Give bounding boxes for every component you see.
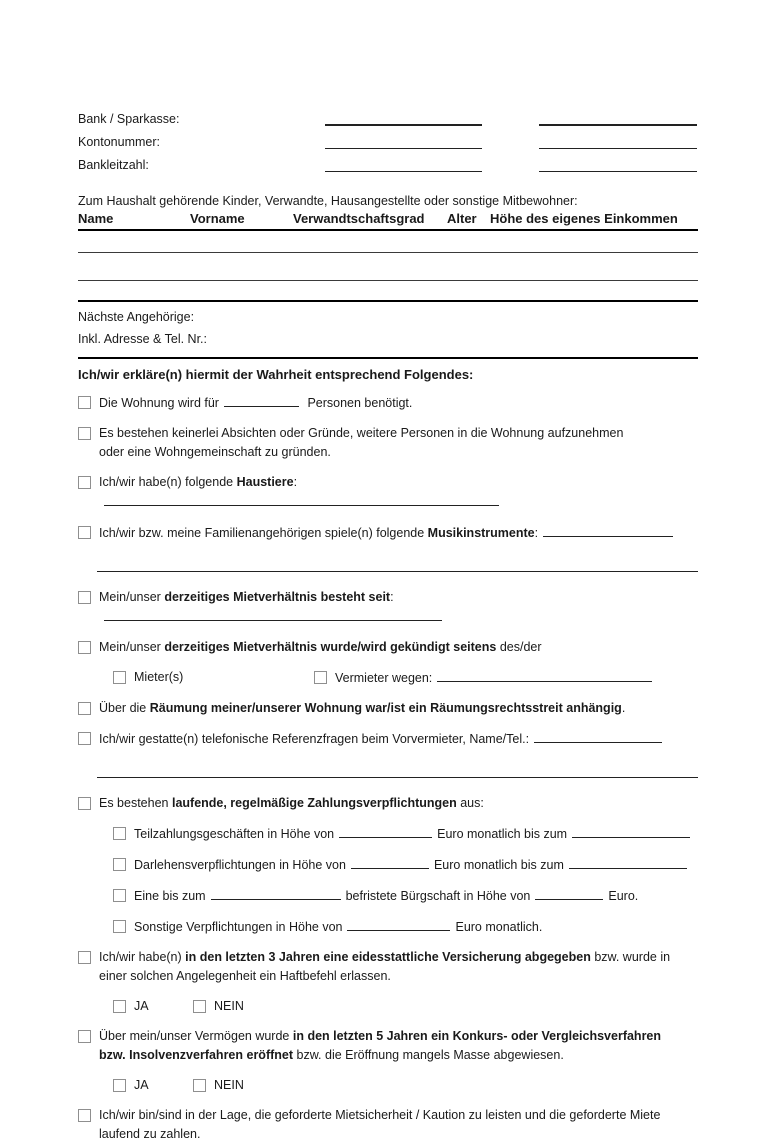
item-text — [99, 1027, 698, 1065]
text-segment: Mein/unser — [99, 640, 165, 654]
item-text — [99, 393, 698, 413]
bank-row-label: Bank / Sparkasse: — [78, 112, 180, 126]
item-text — [99, 424, 698, 462]
mietverhaeltnis-seit-field[interactable] — [104, 607, 442, 621]
insolvenzverfahren — [78, 1027, 698, 1065]
table-bottom-divider — [78, 281, 698, 302]
item-text — [134, 886, 698, 906]
bank-row — [78, 103, 698, 126]
text-segment: derzeitiges Mietverhältnis besteht seit — [164, 590, 391, 604]
text-segment: befristete Bürgschaft in Höhe von — [345, 889, 531, 903]
bank-field-line[interactable] — [325, 134, 482, 149]
relatives-label: Nächste Angehörige: — [78, 310, 195, 324]
item-text — [99, 729, 698, 749]
rental-application-form — [78, 103, 698, 1144]
bank-field-line[interactable] — [539, 110, 697, 126]
option-label — [214, 997, 244, 1016]
text-segment: Die Wohnung wird für — [99, 396, 219, 410]
table-column-header: Alter — [447, 211, 477, 226]
vermieter-option — [314, 668, 657, 688]
text-segment: Über die — [99, 701, 150, 715]
raeumungsrechtsstreit — [78, 699, 698, 718]
option-label — [134, 668, 314, 687]
text-segment: Über mein/unser Vermögen wurde — [99, 1029, 293, 1043]
text-segment: Vermieter wegen: — [335, 671, 433, 685]
ja-option — [113, 997, 193, 1016]
musikinstrumente-field[interactable] — [543, 523, 673, 537]
bank-field-line[interactable] — [539, 157, 697, 172]
bank-row-label: Kontonummer: — [78, 135, 160, 149]
checkbox[interactable] — [78, 641, 91, 654]
item-text — [99, 699, 698, 718]
text-segment: bzw. wurde in — [590, 950, 671, 964]
text-segment: Euro monatlich bis zum — [433, 858, 564, 872]
wohnung-personen — [78, 393, 698, 413]
checkbox[interactable] — [78, 797, 91, 810]
nein-option — [193, 1076, 244, 1095]
text-segment: in den letzten 3 Jahren eine eidesstattliche Versicherung abgegeben — [185, 950, 591, 964]
item-text — [99, 794, 698, 813]
text-segment: Mein/unser — [99, 590, 165, 604]
checkbox[interactable] — [78, 732, 91, 745]
relatives-address-label: Inkl. Adresse & Tel. Nr.: — [78, 332, 207, 346]
referenz-continuation-line[interactable] — [97, 777, 698, 778]
text-segment: Eine bis zum — [134, 889, 206, 903]
text-segment: einer solchen Angelegenheit ein Haftbefehl erlassen. — [99, 969, 391, 983]
table-column-header: Name — [78, 211, 114, 226]
vorvermieter-name-tel-field[interactable] — [534, 729, 662, 743]
text-segment: : — [293, 475, 298, 489]
ja-option — [113, 1076, 193, 1095]
mietverhaeltnis-gekuendigt — [78, 638, 698, 657]
item-text — [99, 473, 698, 512]
text-segment: JA — [134, 999, 149, 1013]
item-text — [99, 948, 698, 986]
text-segment: in den letzten 5 Jahren ein Konkurs- oder Vergleichsverfahren — [292, 1029, 662, 1043]
text-segment: Ich/wir bzw. meine Familienangehörigen spiele(n) folgende — [99, 526, 428, 540]
text-segment: Musikinstrumente — [427, 526, 535, 540]
referenzfragen — [78, 729, 698, 749]
checkbox[interactable] — [113, 920, 126, 933]
text-segment: oder eine Wohngemeinschaft zu gründen. — [99, 445, 331, 459]
darlehensverpflichtungen — [113, 855, 698, 875]
bank-row — [78, 149, 698, 172]
checkbox[interactable] — [78, 526, 91, 539]
text-segment: aus: — [456, 796, 484, 810]
text-segment: derzeitiges Mietverhältnis wurde/wird gekündigt seitens — [164, 640, 497, 654]
text-segment: : — [534, 526, 539, 540]
item-text — [99, 1106, 698, 1144]
item-text — [134, 917, 698, 937]
buergschaft-datum-field[interactable] — [211, 886, 341, 900]
haustiere-field[interactable] — [104, 492, 499, 506]
checkbox[interactable] — [113, 1000, 126, 1013]
teilzahlungsgeschaefte — [113, 824, 698, 844]
option-label — [134, 997, 193, 1016]
eidesstattliche-versicherung — [78, 948, 698, 986]
household-table-header — [78, 209, 698, 231]
mieter-option — [113, 668, 314, 687]
text-segment: Euro monatlich bis zum — [437, 827, 568, 841]
household-section — [78, 194, 698, 302]
bank-field-line[interactable] — [325, 157, 482, 172]
buergschaft — [113, 886, 698, 906]
checkbox[interactable] — [78, 476, 91, 489]
text-segment: Darlehensverpflichtungen in Höhe von — [134, 858, 346, 872]
bank-row-label: Bankleitzahl: — [78, 158, 149, 172]
checkbox[interactable] — [78, 702, 91, 715]
item-text — [99, 523, 698, 543]
text-segment: des/der — [496, 640, 542, 654]
checkbox[interactable] — [113, 827, 126, 840]
text-segment: : — [390, 590, 394, 604]
household-intro: Zum Haushalt gehörende Kinder, Verwandte, Hausangestellte oder sonstige Mitbewohner: — [78, 194, 578, 208]
checkbox[interactable] — [113, 858, 126, 871]
text-segment: Ich/wir habe(n) — [99, 950, 186, 964]
text-segment: Euro. — [608, 889, 639, 903]
nein-option — [193, 997, 244, 1016]
text-segment: . — [621, 701, 626, 715]
checkbox[interactable] — [193, 1000, 206, 1013]
sonstige-verpflichtungen — [113, 917, 698, 937]
haustiere — [78, 473, 698, 512]
checkbox[interactable] — [193, 1079, 206, 1092]
checkbox[interactable] — [78, 427, 91, 440]
darlehen-datum-field[interactable] — [569, 855, 687, 869]
teilzahlung-datum-field[interactable] — [572, 824, 690, 838]
vermieter-grund-field[interactable] — [437, 668, 652, 682]
keine-weiteren-personen — [78, 424, 698, 462]
text-segment: NEIN — [214, 1078, 244, 1092]
text-segment: Sonstige Verpflichtungen in Höhe von — [134, 920, 343, 934]
mietverhaeltnis-seit — [78, 588, 698, 627]
eidesstattliche-ja-nein-row — [113, 997, 698, 1016]
text-segment: laufende, regelmäßige Zahlungsverpflichtungen — [171, 796, 457, 810]
text-segment: Ich/wir gestatte(n) telefonische Referenzfragen beim Vorvermieter, Name/Tel.: — [99, 732, 530, 746]
personen-anzahl-field[interactable] — [224, 393, 299, 407]
musikinstrumente — [78, 523, 698, 543]
item-text — [134, 824, 698, 844]
checkbox[interactable] — [314, 671, 327, 684]
sonstige-betrag-field[interactable] — [347, 917, 450, 931]
text-segment: Ich/wir habe(n) folgende — [99, 475, 237, 489]
relatives-section — [78, 302, 698, 359]
bank-field-line[interactable] — [539, 134, 697, 149]
bank-field-line[interactable] — [325, 110, 482, 126]
checkbox[interactable] — [78, 396, 91, 409]
option-label — [335, 668, 657, 688]
checkbox[interactable] — [78, 951, 91, 964]
text-segment: bzw. Insolvenzverfahren eröffnet — [99, 1048, 294, 1062]
bank-row — [78, 126, 698, 149]
checkbox[interactable] — [113, 671, 126, 684]
text-segment: Euro monatlich. — [455, 920, 543, 934]
table-column-header: Höhe des eigenes Einkommen — [490, 211, 678, 226]
option-label — [214, 1076, 244, 1095]
musikinstrumente-continuation-line[interactable] — [97, 571, 698, 572]
checkbox[interactable] — [113, 889, 126, 902]
item-text — [99, 638, 698, 657]
declaration-heading: Ich/wir erkläre(n) hiermit der Wahrheit entsprechend Folgendes: — [78, 367, 474, 382]
item-text — [99, 588, 698, 627]
bank-section — [78, 103, 698, 172]
text-segment: JA — [134, 1078, 149, 1092]
text-segment: Haustiere — [236, 475, 294, 489]
checkbox[interactable] — [78, 1030, 91, 1043]
text-segment: Mieter(s) — [134, 670, 184, 684]
table-column-header: Vorname — [190, 211, 245, 226]
text-segment: Räumung meiner/unserer Wohnung war/ist ein Räumungsrechtsstreit anhängig — [149, 701, 622, 715]
table-empty-row[interactable] — [78, 231, 698, 253]
mietsicherheit — [78, 1106, 698, 1144]
text-segment: laufend zu zahlen. — [99, 1127, 201, 1141]
table-empty-row[interactable] — [78, 253, 698, 281]
insolvenz-ja-nein-row — [113, 1076, 698, 1095]
buergschaft-betrag-field[interactable] — [535, 886, 603, 900]
darlehen-betrag-field[interactable] — [351, 855, 429, 869]
option-label — [134, 1076, 193, 1095]
kuendigung-durch-row — [113, 668, 698, 688]
declaration-section — [78, 367, 698, 1144]
text-segment: Es bestehen — [99, 796, 172, 810]
text-segment: bzw. die Eröffnung mangels Masse abgewiesen. — [293, 1048, 564, 1062]
checkbox[interactable] — [78, 1109, 91, 1122]
text-segment: Teilzahlungsgeschäften in Höhe von — [134, 827, 335, 841]
text-segment: Personen benötigt. — [303, 396, 413, 410]
text-segment: Ich/wir bin/sind in der Lage, die geforderte Mietsicherheit / Kaution zu leisten und die geforderte Miete — [99, 1108, 661, 1122]
zahlungsverpflichtungen — [78, 794, 698, 813]
text-segment: NEIN — [214, 999, 244, 1013]
item-text — [134, 855, 698, 875]
checkbox[interactable] — [113, 1079, 126, 1092]
teilzahlung-betrag-field[interactable] — [339, 824, 432, 838]
table-column-header: Verwandtschaftsgrad — [293, 211, 425, 226]
checkbox[interactable] — [78, 591, 91, 604]
text-segment: Es bestehen keinerlei Absichten oder Gründe, weitere Personen in die Wohnung aufzunehmen — [99, 426, 624, 440]
